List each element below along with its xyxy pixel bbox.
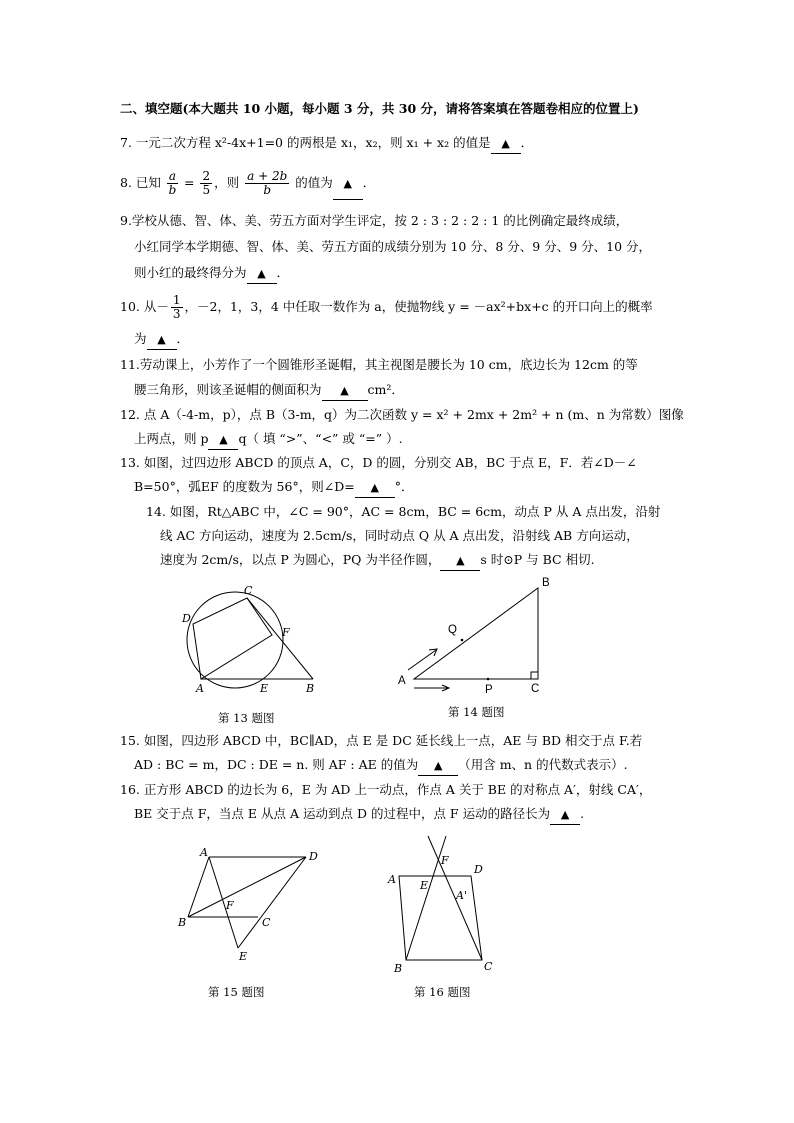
- fig15-label-c: C: [262, 916, 271, 929]
- q8-end: ．: [362, 175, 376, 190]
- fig15-caption: 第 15 题图: [208, 985, 265, 999]
- fig13-label-a: A: [196, 682, 204, 695]
- q13-l2a: B=50°，弧EF 的度数为 56°，则∠D=: [134, 479, 355, 494]
- q14-line-2: 线 AC 方向运动，速度为 2.5cm/s，同时动点 Q 从 A 点出发，沿射线 AB 方向运动，: [160, 528, 639, 543]
- q10-end: ．: [176, 331, 190, 346]
- q10-l1-rest: ，－2，1，3，4 中任取一数作为 a，使抛物线 y = －ax²+bx+c 的开口向上的概率: [184, 299, 653, 314]
- answer-mark: ▲: [434, 759, 443, 772]
- answer-mark: ▲: [219, 433, 228, 446]
- q16-end: .: [580, 806, 585, 821]
- q8-eq: =: [180, 175, 199, 190]
- fig15-label-d: D: [309, 850, 318, 863]
- q8-prefix: 8. 已知: [120, 175, 161, 190]
- fig13-label-d: D: [182, 612, 191, 625]
- fig14-label-b: B: [542, 577, 550, 589]
- fig13-label-e: E: [260, 682, 269, 695]
- answer-mark: ▲: [340, 384, 349, 397]
- q11-end: cm²．: [367, 382, 404, 397]
- q14-l3a: 速度为 2cm/s，以点 P 为圆心，PQ 为半径作圆，: [160, 552, 441, 567]
- q8-f3-den: b: [263, 183, 272, 197]
- fig16-label-a: A: [388, 873, 396, 886]
- answer-mark: ▲: [343, 177, 352, 190]
- q8-f2-den: 5: [202, 183, 211, 197]
- fig16-caption: 第 16 题图: [414, 985, 471, 999]
- fig16-label-e: E: [420, 879, 429, 892]
- answer-mark: ▲: [157, 333, 166, 346]
- q10-prefix: 10. 从－: [120, 299, 169, 314]
- q9-end: ．: [276, 265, 290, 280]
- answer-mark: ▲: [560, 808, 570, 821]
- q15-l2b: （用含 m、n 的代数式表示）.: [458, 757, 628, 772]
- answer-mark: ▲: [370, 481, 379, 494]
- q9-l3-text: 则小红的最终得分为: [134, 265, 247, 280]
- q7-text: 7. 一元二次方程 x²-4x+1=0 的两根是 x₁，x₂，则 x₁ + x₂ 的值是: [120, 135, 491, 150]
- fig16-label-f: F: [441, 854, 449, 867]
- q10-l2: 为: [134, 331, 147, 346]
- fig15-label-f: F: [226, 899, 234, 912]
- q11-line-1: 11.劳动课上，小芳作了一个圆锥形圣诞帽，其主视图是腰长为 10 cm，底边长为 12cm 的等: [120, 357, 638, 372]
- q8-suffix: 的值为: [291, 175, 333, 190]
- q14-l3b: s 时⊙P 与 BC 相切.: [480, 552, 595, 567]
- answer-mark: ▲: [257, 267, 266, 280]
- fig13-label-c: C: [244, 584, 253, 597]
- fig13-label-b: B: [306, 682, 315, 695]
- fig15-label-b: B: [178, 916, 187, 929]
- q16-l2a: BE 交于点 F，当点 E 从点 A 运动到点 D 的过程中，点 F 运动的路径长为: [134, 806, 551, 821]
- fig16-ray-be: [406, 836, 446, 960]
- q7-end: ．: [520, 135, 534, 150]
- fig16-label-c: C: [484, 960, 493, 973]
- q8-f1-den: b: [168, 183, 177, 197]
- section-header: 二、填空题(本大题共 10 小题，每小题 3 分，共 30 分，请将答案填在答题卷相应的位置上): [120, 101, 639, 116]
- q13-line-1: 13. 如图，过四边形 ABCD 的顶点 A，C，D 的圆，分别交 AB，BC 于点 E，F．若∠D－∠: [120, 455, 637, 470]
- fig14-label-q: Q: [448, 624, 457, 636]
- q14-line-1: 14. 如图，Rt△ABC 中，∠C = 90°，AC = 8cm，BC = 6cm，动点 P 从 A 点出发，沿射: [146, 504, 661, 519]
- fig16-label-d: D: [474, 863, 483, 876]
- fig15-label-e: E: [239, 950, 248, 963]
- q12-l2a: 上两点，则 p: [134, 431, 209, 446]
- q10-f-num: 1: [172, 293, 181, 307]
- answer-mark: ▲: [501, 137, 510, 150]
- q8-f1-num: a: [168, 169, 177, 183]
- fig16-label-a-prime: A': [456, 889, 467, 902]
- answer-mark: ▲: [456, 554, 465, 567]
- q12-line-1: 12. 点 A（-4-m，p），点 B（3-m，q）为二次函数 y = x² + 2mx + 2m² + n (m、n 为常数）图像: [120, 407, 684, 422]
- fig14-label-c: C: [531, 683, 540, 695]
- q10-f-den: 3: [172, 307, 181, 321]
- q15-l2a: AD : BC = m，DC : DE = n. 则 AF : AE 的值为: [134, 757, 419, 772]
- fig14-caption: 第 14 题图: [448, 705, 505, 719]
- fig16-label-b: B: [394, 962, 403, 975]
- q8-f3-num: a + 2b: [247, 169, 288, 183]
- q13-end: °．: [394, 479, 414, 494]
- q12-l2b: q（ 填 “>”、“<” 或 “=” ）.: [238, 431, 403, 446]
- fig15-label-a: A: [200, 846, 208, 859]
- q8-mid: ，则: [214, 175, 240, 190]
- q16-line-1: 16. 正方形 ABCD 的边长为 6，E 为 AD 上一动点，作点 A 关于 BE 的对称点 A′，射线 CA′，: [120, 782, 652, 797]
- fig14-label-a: A: [398, 675, 406, 687]
- fig13-label-f: F: [282, 626, 290, 639]
- fig14-label-p: P: [485, 684, 493, 696]
- q9-line-2: 小红同学本学期德、智、体、美、劳五方面的成绩分别为 10 分、8 分、9 分、9 分、10 分，: [134, 239, 652, 254]
- fig16-square: [399, 876, 482, 960]
- q9-line-1: 9.学校从德、智、体、美、劳五方面对学生评定，按 2 : 3 : 2 : 2 : 1 的比例确定最终成绩，: [120, 213, 629, 228]
- q8-f2-num: 2: [202, 169, 211, 183]
- fig13-caption: 第 13 题图: [218, 711, 275, 725]
- q15-line-1: 15. 如图，四边形 ABCD 中，BC∥AD，点 E 是 DC 延长线上一点，AE 与 BD 相交于点 F.若: [120, 733, 643, 748]
- q11-l2-text: 腰三角形，则该圣诞帽的侧面积为: [134, 382, 322, 397]
